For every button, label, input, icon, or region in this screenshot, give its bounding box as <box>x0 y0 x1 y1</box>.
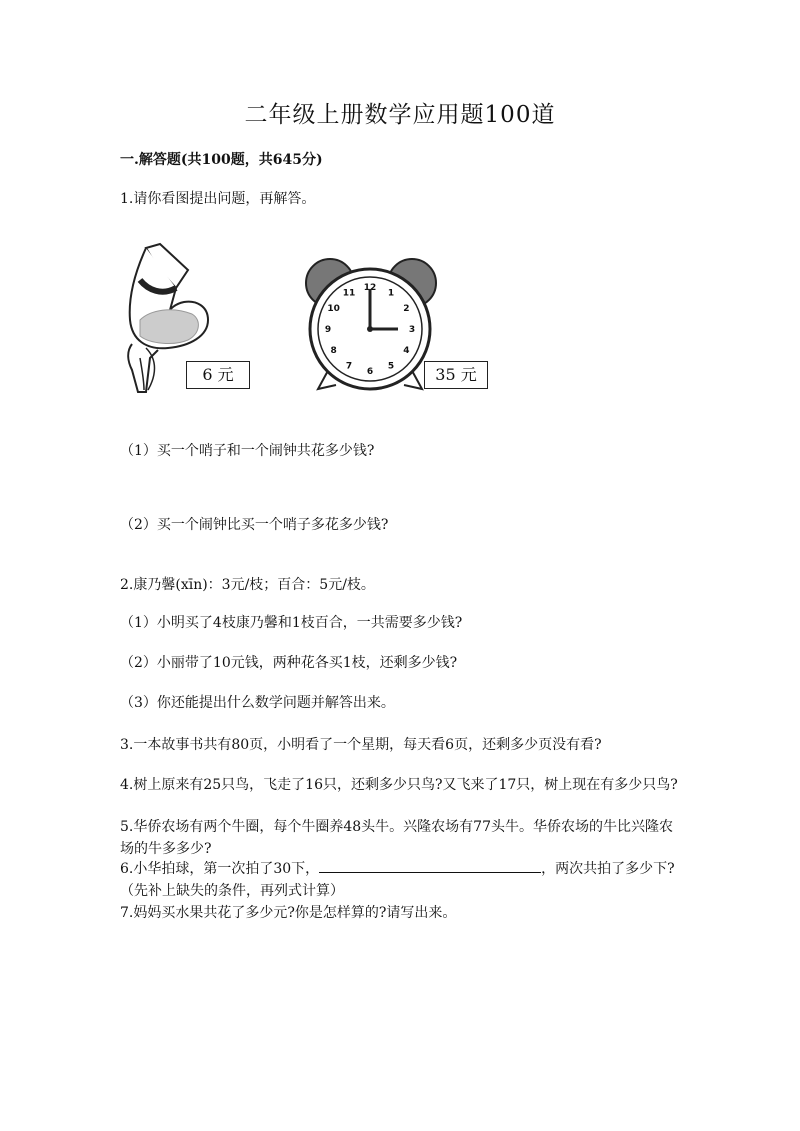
clock-numeral: 4 <box>403 346 410 356</box>
clock-numeral: 10 <box>327 304 340 314</box>
question-1-prompt: 1.请你看图提出问题，再解答。 <box>120 191 316 207</box>
question-6-answer-blank[interactable] <box>319 858 541 873</box>
clock-numeral: 3 <box>408 325 416 335</box>
clock-price-tag: 35 元 <box>424 361 488 389</box>
question-2-sub-2: （2）小丽带了10元钱，两种花各买1枝，还剩多少钱? <box>120 655 458 671</box>
clock-numeral: 2 <box>403 304 410 314</box>
section-heading: 一.解答题(共100题，共645分) <box>120 152 323 168</box>
question-1-sub-1: （1）买一个哨子和一个闹钟共花多少钱? <box>120 443 375 459</box>
clock-numeral: 8 <box>330 346 337 356</box>
question-5: 5.华侨农场有两个牛圈，每个牛圈养48头牛。兴隆农场有77头牛。华侨农场的牛比兴隆农场的牛多多少? <box>120 819 673 857</box>
clock-numeral: 6 <box>366 367 374 377</box>
question-4: 4.树上原来有25只鸟，飞走了16只，还剩多少只鸟?又飞来了17只，树上现在有多少只鸟? <box>120 777 678 793</box>
question-2-sub-3: （3）你还能提出什么数学问题并解答出来。 <box>120 695 395 711</box>
alarm-clock-image <box>300 255 440 395</box>
question-6-after: ，两次共拍了多少下?（先补上缺失的条件，再列式计算） <box>120 861 675 899</box>
question-7: 7.妈妈买水果共花了多少元?你是怎样算的?请写出来。 <box>120 905 457 921</box>
clock-numeral: 12 <box>363 283 377 293</box>
question-1-sub-2: （2）买一个闹钟比买一个哨子多花多少钱? <box>120 517 389 533</box>
question-6-before: 6.小华拍球，第一次拍了30下， <box>120 861 320 877</box>
clock-numeral: 1 <box>387 288 395 299</box>
question-6 <box>120 858 680 902</box>
question-3: 3.一本故事书共有80页，小明看了一个星期，每天看6页，还剩多少页没有看? <box>120 737 602 753</box>
clock-numeral: 7 <box>345 361 353 372</box>
question-2-sub-1: （1）小明买了4枝康乃馨和1枝百合，一共需要多少钱? <box>120 615 463 631</box>
clock-numeral: 9 <box>324 325 332 335</box>
clock-numeral: 5 <box>387 361 395 372</box>
question-2-prompt: 2.康乃馨(xīn)：3元/枝；百合：5元/枝。 <box>120 577 375 593</box>
whistle-price-tag: 6 元 <box>186 361 250 389</box>
page-title: 二年级上册数学应用题100道 <box>244 102 556 128</box>
clock-numeral: 11 <box>342 288 356 299</box>
